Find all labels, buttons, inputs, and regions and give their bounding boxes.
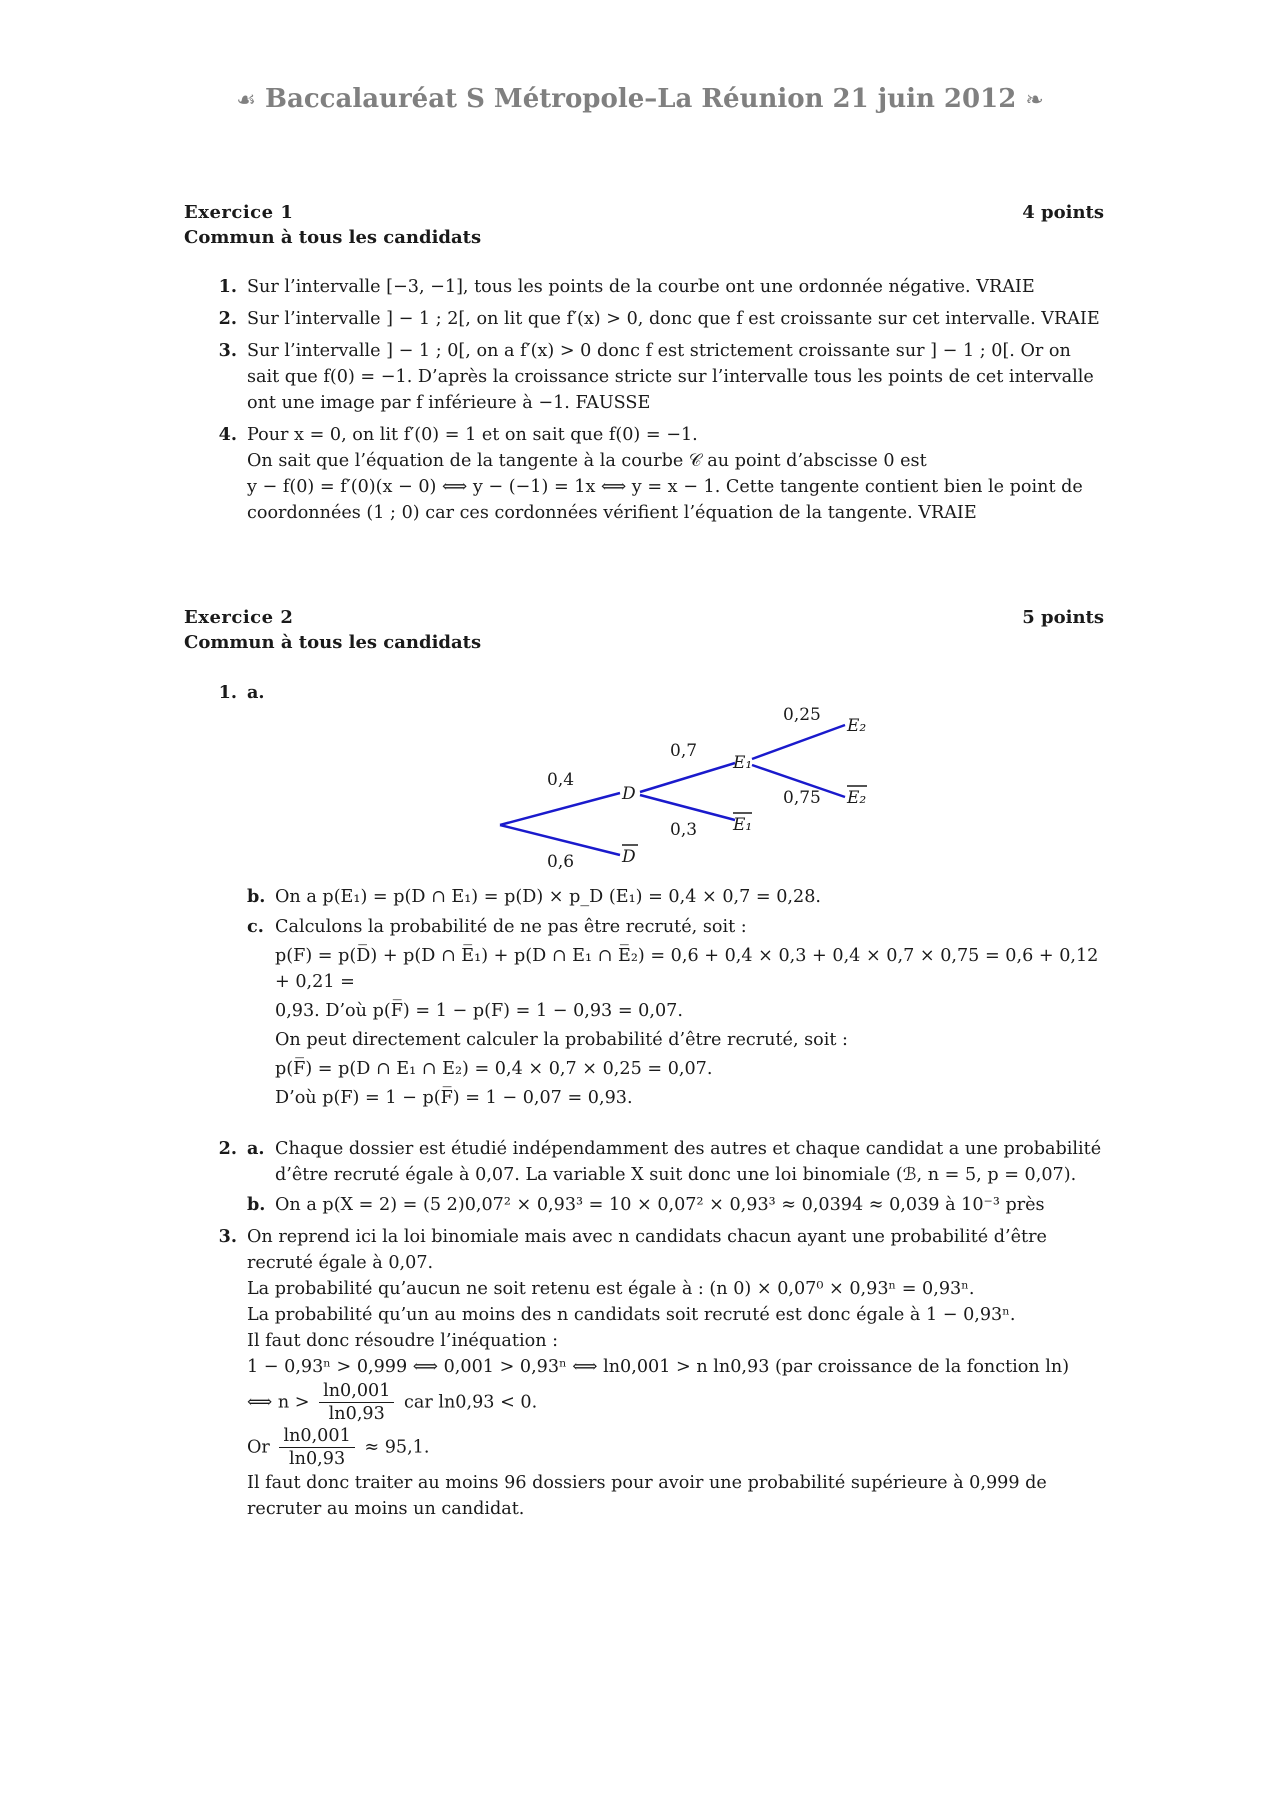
ornament-left: ☙ xyxy=(236,88,256,113)
node-notE1: E₁ xyxy=(733,815,753,835)
item-line: y − f(0) = f′(0)(x − 0) ⟺ y − (−1) = 1x ⟺ y = x − 1. Cette tangente contient bien le point de coordonnées (1 ; 0) car ces cordonnées vérifient l’équation de la tangente. VRAIE xyxy=(247,477,1083,523)
list-item xyxy=(203,338,1103,416)
item-line: La probabilité qu’aucun ne soit retenu est égale à : (n 0) × 0,07⁰ × 0,93ⁿ = 0,93ⁿ. xyxy=(247,1279,975,1299)
list-item xyxy=(203,306,1103,332)
item-line-fraction xyxy=(247,1380,1103,1425)
sub-item xyxy=(247,1136,1103,1188)
item-text: Sur l’intervalle ] − 1 ; 2[, on lit que f′(x) > 0, donc que f est croissante sur cet intervalle. VRAIE xyxy=(247,309,1100,329)
branch-E2 xyxy=(752,725,845,759)
prob-notE2: 0,75 xyxy=(783,788,821,808)
branch-notE1 xyxy=(640,795,735,820)
fraction-suffix: car ln0,93 < 0. xyxy=(404,1392,538,1413)
item-line: On reprend ici la loi binomiale mais avec n candidats chacun ayant une probabilité d’être recruté égale à 0,07. xyxy=(247,1227,1047,1273)
exercise-1-subtitle: Commun à tous les candidats xyxy=(184,227,482,248)
math-line: D’où p(F) = 1 − p(F̅) = 1 − 0,07 = 0,93. xyxy=(275,1088,633,1108)
math-line: Calculons la probabilité de ne pas être recruté, soit : xyxy=(275,917,747,937)
item-line-fraction xyxy=(247,1425,1103,1470)
sub-text: On a p(X = 2) = (5 2)0,07² × 0,93³ = 10 × 0,07² × 0,93³ ≈ 0,0394 ≈ 0,039 à 10⁻³ près xyxy=(275,1195,1045,1215)
ornament-right: ❧ xyxy=(1025,88,1044,113)
exercise-1-title: Exercice 1 xyxy=(184,202,294,223)
exercise-2-points: 5 points xyxy=(1022,607,1104,628)
exercise-1-header xyxy=(184,202,1104,248)
fraction-prefix: ⟺ n > xyxy=(247,1392,310,1413)
list-item xyxy=(203,1224,1103,1522)
math-line: On peut directement calculer la probabilité d’être recruté, soit : xyxy=(275,1030,848,1050)
page-header xyxy=(0,84,1280,114)
branch-D xyxy=(500,793,620,825)
prob-notE1: 0,3 xyxy=(670,820,698,840)
item-line: Il faut donc résoudre l’inéquation : xyxy=(247,1331,559,1351)
sub-label: c. xyxy=(247,916,264,937)
item-text: Sur l’intervalle [−3, −1], tous les points de la courbe ont une ordonnée négative. VRAIE xyxy=(247,277,1035,297)
fraction-numerator: ln0,001 xyxy=(319,1380,394,1403)
sub-label: a. xyxy=(247,1138,265,1159)
sub-item xyxy=(247,914,1103,1111)
exercise-2-subtitle: Commun à tous les candidats xyxy=(184,632,482,653)
sub-item xyxy=(247,884,1103,910)
branch-notD xyxy=(500,825,620,855)
prob-E2: 0,25 xyxy=(783,705,821,725)
exercise-2-title: Exercice 2 xyxy=(184,607,294,628)
node-E1: E₁ xyxy=(733,753,753,773)
branch-E1 xyxy=(640,763,735,792)
math-line: p(F) = p(D̅) + p(D ∩ E̅₁) + p(D ∩ E₁ ∩ E̅₂) = 0,6 + 0,4 × 0,3 + 0,4 × 0,7 × 0,75 = 0,6 + 0,12 + 0,21 = xyxy=(275,946,1099,992)
item-line: Il faut donc traiter au moins 96 dossiers pour avoir une probabilité supérieure à 0,999 de recruter au moins un candidat. xyxy=(247,1473,1047,1519)
list-item xyxy=(203,422,1103,526)
exercise-1-points: 4 points xyxy=(1022,202,1104,223)
exercise-2-q1-body xyxy=(247,884,1103,1115)
node-E2: E₂ xyxy=(847,716,867,736)
prob-D: 0,4 xyxy=(547,770,575,790)
sub-text: Chaque dossier est étudié indépendamment des autres et chaque candidat a une probabilité d’être recruté égale à 0,07. La variable X suit donc une loi binomiale (ℬ, n = 5, p = 0,07). xyxy=(275,1139,1102,1185)
math-line: p(F̅) = p(D ∩ E₁ ∩ E₂) = 0,4 × 0,7 × 0,25 = 0,07. xyxy=(275,1059,713,1079)
item-line: 1 − 0,93ⁿ > 0,999 ⟺ 0,001 > 0,93ⁿ ⟺ ln0,001 > n ln0,93 (par croissance de la fonction ln) xyxy=(247,1357,1070,1377)
list-item xyxy=(203,1136,1103,1218)
page-title: Baccalauréat S Métropole–La Réunion 21 juin 2012 xyxy=(265,84,1017,114)
prob-E1: 0,7 xyxy=(670,741,698,761)
item-number: 2. xyxy=(218,308,237,329)
fraction-denominator: ln0,93 xyxy=(328,1404,385,1424)
exercise-2-q2-q3 xyxy=(203,1136,1103,1528)
exercise-1-list xyxy=(203,274,1103,532)
item-number: 4. xyxy=(218,424,237,445)
item-line: La probabilité qu’un au moins des n candidats soit recruté est donc égale à 1 − 0,93ⁿ. xyxy=(247,1305,1016,1325)
item-text: Sur l’intervalle ] − 1 ; 0[, on a f′(x) > 0 donc f est strictement croissante sur ] − 1 ; 0[. Or on sait que f(0) = −1. D’après la croissance stricte sur l’intervalle tous les points de cet intervalle ont une image par f inférieure à −1. FAUSSE xyxy=(247,341,1094,413)
sub-item xyxy=(247,1192,1103,1218)
node-notD: D xyxy=(622,847,636,867)
item-number: 3. xyxy=(218,1226,237,1247)
sub-label: a. xyxy=(247,682,265,703)
fraction-prefix: Or xyxy=(247,1437,270,1458)
item-line: On sait que l’équation de la tangente à la courbe 𝒞 au point d’abscisse 0 est xyxy=(247,451,927,471)
probability-tree xyxy=(490,695,890,870)
math-line: 0,93. D’où p(F̅) = 1 − p(F) = 1 − 0,93 = 0,07. xyxy=(275,1001,683,1021)
item-number: 3. xyxy=(218,340,237,361)
item-line: Pour x = 0, on lit f′(0) = 1 et on sait que f(0) = −1. xyxy=(247,425,698,445)
fraction-numerator: ln0,001 xyxy=(279,1425,354,1448)
fraction xyxy=(319,1380,394,1425)
sub-label: b. xyxy=(247,1194,266,1215)
fraction xyxy=(279,1425,354,1470)
prob-notD: 0,6 xyxy=(547,852,575,870)
item-number: 1. xyxy=(218,276,237,297)
sub-text: On a p(E₁) = p(D ∩ E₁) = p(D) × p_D (E₁) = 0,4 × 0,7 = 0,28. xyxy=(275,887,821,907)
exercise-2-header xyxy=(184,607,1104,653)
item-number: 1. xyxy=(218,682,237,703)
node-notE2: E₂ xyxy=(847,788,867,808)
fraction-denominator: ln0,93 xyxy=(289,1449,346,1469)
sub-label: b. xyxy=(247,886,266,907)
list-item xyxy=(203,274,1103,300)
fraction-suffix: ≈ 95,1. xyxy=(364,1437,430,1458)
node-D: D xyxy=(622,784,636,804)
item-number: 2. xyxy=(218,1138,237,1159)
